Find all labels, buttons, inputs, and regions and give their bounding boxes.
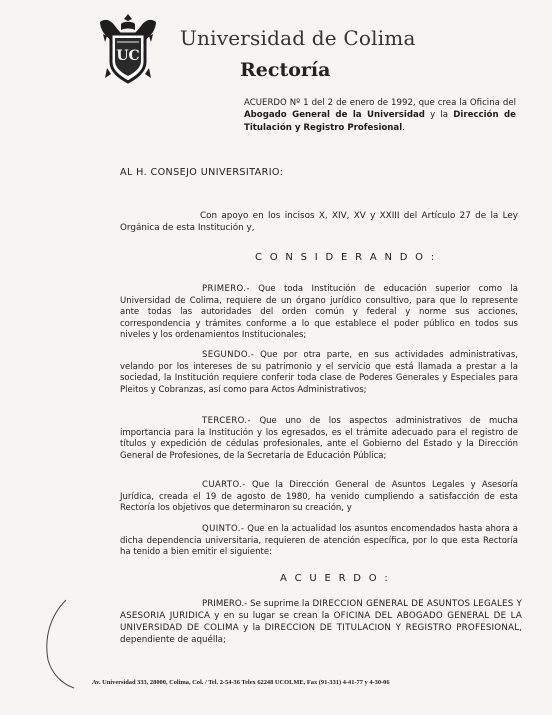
margin-mark	[38, 598, 78, 690]
considerando-quinto: QUINTO.- Que en la actualidad los asuntos encomendados hasta ahora a dicha dependencia universitaria, requieren de atención específica, por lo que esta Rectoría ha tenido a bien emitir el siguiente:	[120, 524, 518, 558]
acuerdo-title: A C U E R D O :	[280, 573, 391, 584]
footer-address: Av. Universidad 333, 28000, Colima, Col. / Tel. 2-54-36 Telex 62248 UCOLME, Fax (91-331) 4-41-77 y 4-30-06	[92, 679, 390, 686]
considerando-segundo: SEGUNDO.- Que por otra parte, en sus actividades administrativas, velando por los intereses de su patrimonio y el servicio que está llamada a prestar a la sociedad, la Institución requiere conferir toda clase de Poderes Generales y Especiales para Pleitos y Cobranzas, así como para Actos Administrativos;	[120, 350, 518, 395]
considerando-title: C O N S I D E R A N D O :	[255, 252, 437, 263]
considerando-cuarto: CUARTO.- Que la Dirección General de Asuntos Legales y Asesoría Jurídica, creada el 19 de agosto de 1980, ha venido cumpliendo a satisfacción de esta Rectoría los objetivos que determinaron su creación, y	[120, 480, 518, 514]
considerando-primero: PRIMERO.- Que toda Institución de educación superior como la Universidad de Colima, requiere de un órgano jurídico consultivo, para que lo represente ante todas las autoridades del orden común y federal y norme sus acciones, correspondencia y trámites conforme a lo que establece el poder público en todos sus niveles y los ordenamientos Institucionales;	[120, 284, 518, 341]
acuerdo-primero: PRIMERO.- Se suprime la DIRECCION GENERAL DE ASUNTOS LEGALES Y ASESORIA JURIDICA y en su lugar se crean la OFICINA DEL ABOGADO GENERAL DE LA UNIVERSIDAD DE COLIMA y la DIRECCION DE TITULACION Y REGISTRO PROFESIONAL, dependiente de aquélla;	[120, 599, 522, 645]
legal-support-paragraph: Con apoyo en los incisos X, XIV, XV y XXIII del Artículo 27 de la Ley Orgánica de esta Institución y,	[120, 211, 518, 234]
office-title: Rectoría	[240, 59, 331, 81]
addressee: AL H. CONSEJO UNIVERSITARIO:	[120, 167, 284, 178]
university-of-colima-seal-icon	[97, 12, 159, 86]
considerando-tercero: TERCERO.- Que uno de los aspectos administrativos de mucha importancia para la Institución y los egresados, es el trámite adecuado para el registro de títulos y expedición de cédulas profesionales, ante el Gobierno del Estado y la Dirección General de Profesiones, de la Secretaría de Educación Pública;	[120, 416, 518, 461]
agreement-reference: ACUERDO Nº 1 del 2 de enero de 1992, que crea la Oficina del Abogado General de la Universidad y la Dirección de Titulación y Registro Profesional.	[244, 98, 517, 133]
svg-text:UC: UC	[116, 48, 140, 64]
university-name: Universidad de Colima	[180, 26, 416, 50]
